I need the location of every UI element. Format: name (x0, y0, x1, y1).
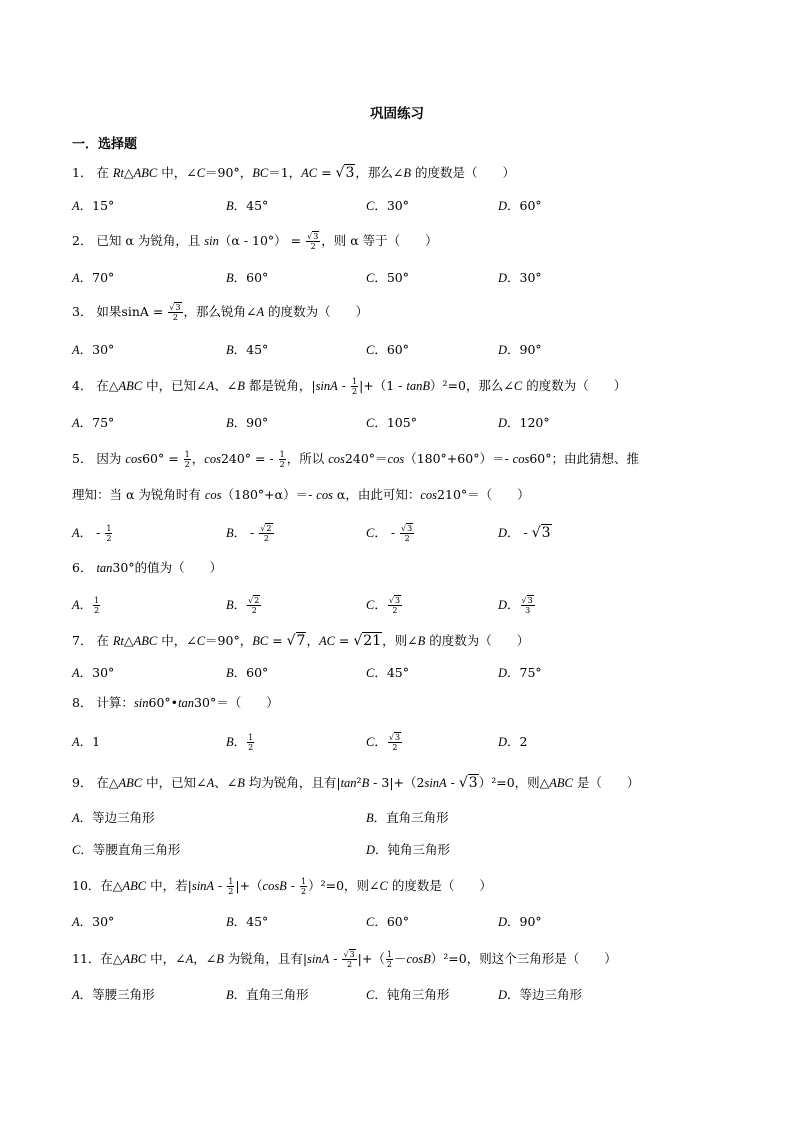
q7-option-c: C．45° (366, 665, 409, 680)
q7-option-d: D．75° (498, 665, 542, 680)
q8-option-d: D．2 (498, 734, 528, 749)
q1-option-a: A．15° (72, 198, 115, 213)
q7-option-b: B．60° (226, 665, 269, 680)
q7-option-a: A．30° (72, 665, 115, 680)
question-3: 3． 如果sinA = $\frac{√3}{2}$ ，那么锐角∠A 的度数为（ ） (72, 303, 369, 322)
q5-option-d: D． - √3 (498, 525, 551, 541)
q1-option-b: B．45° (226, 198, 269, 213)
q11-option-c: C．钝角三角形 (366, 987, 450, 1002)
q11-option-a: A．等腰三角形 (72, 987, 155, 1002)
q4-option-d: D．120° (498, 415, 550, 430)
q8-option-c: C． $\frac{√3}{2}$ (366, 733, 401, 752)
q10-option-b: B．45° (226, 914, 269, 929)
question-9: 9． 在△ABC 中，已知∠A、∠B 均为锐角，且有|tan²B - 3|+（2sinA - √3）²=0，则△ABC 是（ ） (72, 775, 640, 791)
question-10: 10．在△ABC 中，若|sinA - $\frac{1}{2}$ |+（cosB - $\frac{1}{2}$ ）²=0，则∠C 的度数是（ ） (72, 877, 492, 896)
question-5-line-1: 5． 因为 cos60° = $\frac{1}{2}$ ，cos240° = - $\frac{1}{2}$ ，所以 cos240°＝cos（180°+60°）＝- cos60°；由此猜想、推 (72, 450, 639, 469)
q5-option-c: C． - $\frac{√3}{2}$ (366, 524, 413, 543)
question-1: 1． 在 Rt△ABC 中，∠C＝90°，BC＝1，AC = √3，那么∠B 的度数是（ ） (72, 165, 515, 181)
q9-option-c: C．等腰直角三角形 (72, 842, 181, 857)
question-5-line-2: 理知：当 α 为锐角时有 cos（180°+α）＝- cos α，由此可知：cos210°＝（ ） (72, 487, 530, 502)
q2-option-b: B．60° (226, 270, 269, 285)
question-6: 6． tan30°的值为（ ） (72, 560, 223, 575)
q8-option-b: B． $\frac{1}{2}$ (226, 733, 254, 752)
q11-option-b: B．直角三角形 (226, 987, 309, 1002)
q5-option-a: A． - $\frac{1}{2}$ (72, 524, 112, 543)
q6-option-d: D． $\frac{√3}{3}$ (498, 596, 533, 615)
q1-option-c: C．30° (366, 198, 409, 213)
q9-option-d: D．钝角三角形 (366, 842, 451, 857)
q10-option-a: A．30° (72, 914, 115, 929)
q4-option-a: A．75° (72, 415, 115, 430)
q3-option-b: B．45° (226, 342, 269, 357)
question-8: 8． 计算：sin60°•tan30°＝（ ） (72, 695, 279, 710)
q10-option-c: C．60° (366, 914, 409, 929)
q2-option-a: A．70° (72, 270, 115, 285)
q2-option-c: C．50° (366, 270, 409, 285)
q4-option-c: C．105° (366, 415, 417, 430)
q3-option-d: D．90° (498, 342, 542, 357)
q3-option-c: C．60° (366, 342, 409, 357)
q11-option-d: D．等边三角形 (498, 987, 583, 1002)
section-heading: 一．选择题 (72, 137, 138, 152)
q4-option-b: B．90° (226, 415, 269, 430)
q9-option-a: A．等边三角形 (72, 810, 155, 825)
q1-option-d: D．60° (498, 198, 542, 213)
q6-option-b: B． $\frac{√2}{2}$ (226, 596, 260, 615)
q5-option-b: B． - $\frac{√2}{2}$ (226, 524, 272, 543)
q9-option-b: B．直角三角形 (366, 810, 449, 825)
question-7: 7． 在 Rt△ABC 中，∠C＝90°，BC = √7，AC = √21，则∠B 的度数为（ ） (72, 633, 530, 649)
q2-option-d: D．30° (498, 270, 542, 285)
page-title: 巩固练习 (370, 106, 424, 122)
question-11: 11．在△ABC 中，∠A，∠B 为锐角，且有|sinA - $\frac{√3}{2}$ |+（ $\frac{1}{2}$ －cosB）²=0，则这个三角形是（ ） (72, 950, 617, 969)
question-2: 2． 已知 α 为锐角，且 sin（α - 10°） = $\frac{√3}{2}$ ，则 α 等于（ ） (72, 232, 438, 251)
q3-option-a: A．30° (72, 342, 115, 357)
q6-option-c: C． $\frac{√3}{2}$ (366, 596, 401, 615)
q6-option-a: A． $\frac{1}{2}$ (72, 596, 100, 615)
q8-option-a: A．1 (72, 734, 101, 749)
q10-option-d: D．90° (498, 914, 542, 929)
question-4: 4． 在△ABC 中，已知∠A、∠B 都是锐角，|sinA - $\frac{1}{2}$ |+（1 - tanB）²=0，那么∠C 的度数为（ ） (72, 377, 627, 396)
